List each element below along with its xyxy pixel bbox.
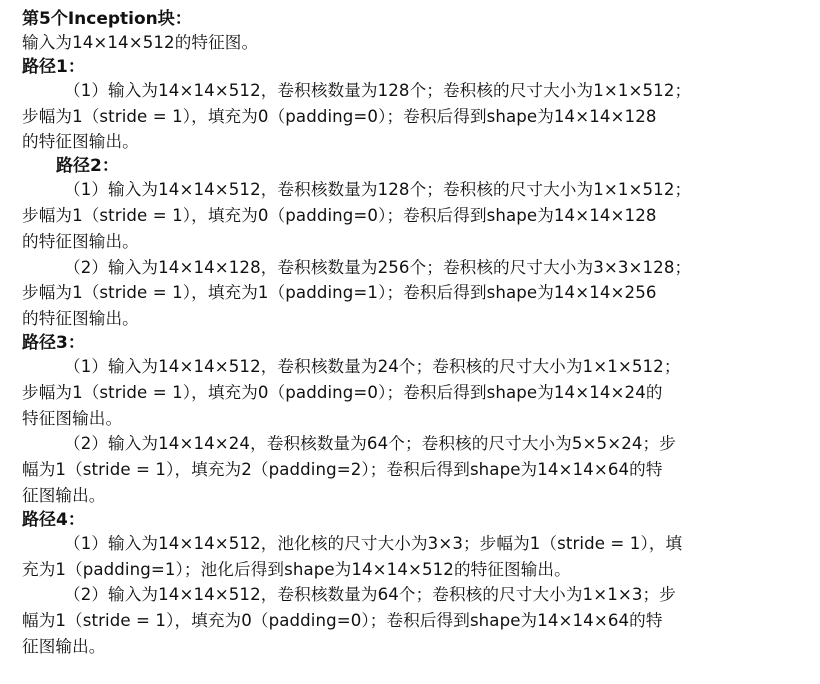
- paragraph-line: 充为1（padding=1）；池化后得到shape为14×14×512的特征图输出。: [22, 559, 571, 579]
- paragraph-line: （1）输入为14×14×512，池化核的尺寸大小为3×3；步幅为1（stride = 1），填: [64, 533, 683, 553]
- paragraph-line: （1）输入为14×14×512，卷积核数量为128个；卷积核的尺寸大小为1×1×512；: [64, 80, 692, 100]
- paragraph-line: 征图输出。: [22, 636, 106, 656]
- path-1-heading: 路径1：: [22, 56, 85, 77]
- path-2-step-1: [22, 177, 812, 254]
- paragraph-line: 幅为1（stride = 1），填充为2（padding=2）；卷积后得到shape为14×14×64的特: [22, 460, 663, 480]
- path-3-heading: 路径3：: [22, 332, 85, 353]
- paragraph-line: （2）输入为14×14×512，卷积核数量为64个；卷积核的尺寸大小为1×1×3；步: [64, 585, 676, 605]
- path-4-step-1: [22, 531, 812, 583]
- path-3-step-1: [22, 354, 812, 431]
- path-2-heading: 路径2：: [56, 156, 119, 177]
- paragraph-line: （1）输入为14×14×512，卷积核数量为128个；卷积核的尺寸大小为1×1×512；: [64, 180, 692, 200]
- paragraph-line: 步幅为1（stride = 1），填充为0（padding=0）；卷积后得到shape为14×14×128: [22, 106, 657, 126]
- paragraph-line: （2）输入为14×14×128，卷积核数量为256个；卷积核的尺寸大小为3×3×128；: [64, 257, 692, 277]
- path-4-step-2: [22, 582, 812, 659]
- document-title: 第5个Inception块：: [22, 9, 192, 29]
- paragraph-line: 的特征图输出。: [22, 231, 139, 251]
- paragraph-line: 征图输出。: [22, 485, 106, 505]
- paragraph-line: 幅为1（stride = 1），填充为0（padding=0）；卷积后得到shape为14×14×64的特: [22, 611, 663, 631]
- paragraph-line: 的特征图输出。: [22, 132, 139, 152]
- path-4-heading: 路径4：: [22, 509, 85, 530]
- paragraph-line: 的特征图输出。: [22, 309, 139, 329]
- paragraph-line: 步幅为1（stride = 1），填充为1（padding=1）；卷积后得到shape为14×14×256: [22, 283, 657, 303]
- intro-text: 输入为14×14×512的特征图。: [22, 33, 259, 52]
- paragraph-line: （1）输入为14×14×512，卷积核数量为24个；卷积核的尺寸大小为1×1×512；: [64, 356, 681, 376]
- paragraph-line: （2）输入为14×14×24，卷积核数量为64个；卷积核的尺寸大小为5×5×24；步: [64, 434, 676, 454]
- document: [22, 8, 812, 660]
- paragraph-line: 步幅为1（stride = 1），填充为0（padding=0）；卷积后得到shape为14×14×24的: [22, 382, 663, 402]
- paragraph-line: 步幅为1（stride = 1），填充为0（padding=0）；卷积后得到shape为14×14×128: [22, 205, 657, 225]
- path-3-step-2: [22, 431, 812, 508]
- path-1-step-1: [22, 78, 812, 155]
- paragraph-line: 特征图输出。: [22, 408, 123, 428]
- path-2-step-2: [22, 255, 812, 332]
